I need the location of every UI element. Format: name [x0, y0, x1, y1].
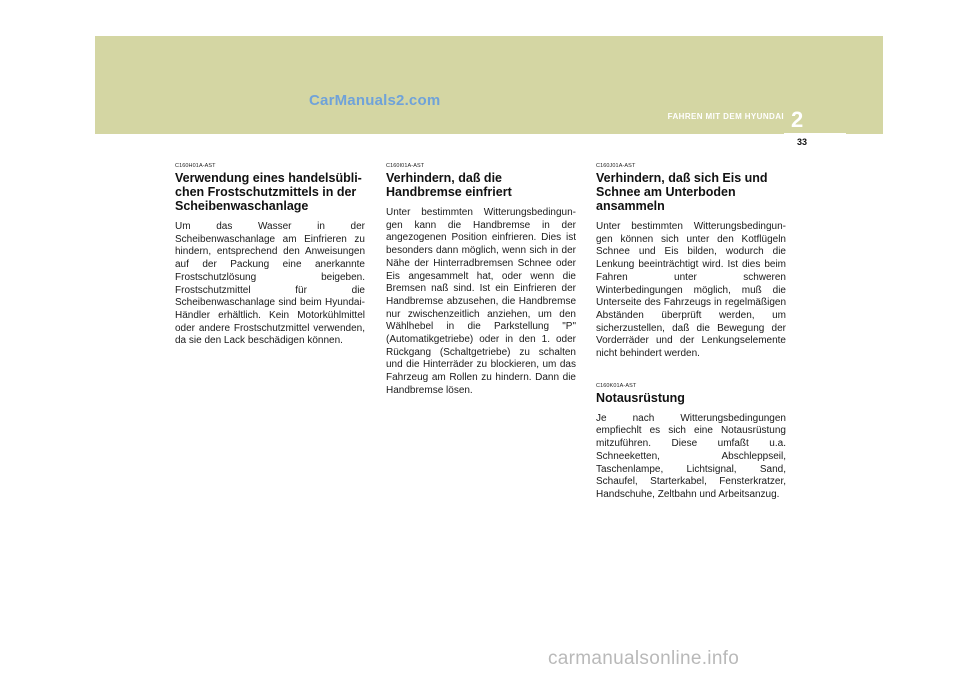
section-code: C160K01A-AST: [596, 382, 637, 389]
section-washer-antifreeze: [175, 163, 365, 348]
footer-watermark[interactable]: carmanualsonline.info: [548, 648, 740, 669]
section-emergency-equipment: [596, 383, 786, 502]
section-heading: Notausrüstung: [596, 390, 685, 405]
column-right: [596, 163, 786, 524]
section-body: Unter bestimmten Witterungsbedingun-gen können sich unter den Kotflügeln Schnee und Eis bilden, wodurch die Lenkung beeinträchtigt wird. Ist dies beim Fahren unter schweren Winterbedingungen möglich, muß die Unterseite des Fahrzeugs in regelmäßigen Abständen überprüft werden, um sicherzustellen, daß die Bewegung der Vorderräder und der Lenkungselemente nicht behindert werden.: [596, 221, 786, 360]
chapter-title: FAHREN MIT DEM HYUNDAI: [667, 112, 784, 121]
page-number: 33: [796, 137, 807, 147]
section-code: C160H01A-AST: [175, 163, 216, 169]
column-middle: [386, 163, 576, 420]
section-body: Um das Wasser in der Scheibenwaschanlage am Einfrieren zu hindern, entsprechend den Anweisungen auf der Packung eine anerkannte Frostschutzlösung beigeben. Frostschutzmittel für die Scheibenwaschanlage sind beim Hyundai-Händler erhältlich. Kein Motorkühlmittel oder andere Frostschutzmittel verwenden, da sie den Lack beschädigen können.: [175, 221, 365, 347]
section-code: C160I01A-AST: [386, 163, 425, 169]
section-heading: Verhindern, daß die Handbremse einfriert: [386, 171, 512, 199]
section-code: C160J01A-AST: [596, 163, 636, 169]
column-left: [175, 163, 365, 370]
watermark-logo[interactable]: CarManuals2.com: [309, 92, 441, 109]
section-heading: Verwendung eines handelsübli-chen Frostschutzmittels in der Scheibenwaschanlage: [175, 171, 362, 213]
section-heading: Verhindern, daß sich Eis und Schnee am Unterboden ansammeln: [596, 171, 768, 213]
section-underbody-ice: [596, 163, 786, 361]
section-body: Je nach Witterungsbedingungen empfiechlt es sich eine Notausrüstung mitzuführen. Diese umfaßt u.a. Schneeketten, Abschleppseil, Taschenlampe, Lichtsignal, Sand, Schaufel, Starterkabel, Fensterkratzer, Handschuhe, Zeltbahn und Arbeitsanzug.: [596, 412, 786, 500]
section-parking-brake-freeze: [386, 163, 576, 398]
section-body: Unter bestimmten Witterungsbedingun-gen kann die Handbremse in der angezogenen Position einfrieren. Dies ist besonders dann möglich, wenn sich in der Nähe der Hinterradbremsen Schnee oder Eis angesammelt hat, oder wenn die Bremsen naß sind. Ist ein Einfrieren der Handbremse abzusehen, die Handbremse nur zwischenzeitlich anziehen, um den Wählhebel in die Parkstellung "P" (Automatikgetriebe) oder in den 1. oder Rückgang (Schaltgetriebe) zu schalten und die Hinterräder zu blockieren, um das Fahrzeug am Rollen zu hindern. Dann die Handbremse lösen.: [386, 207, 576, 396]
chapter-number: 2: [791, 107, 804, 132]
